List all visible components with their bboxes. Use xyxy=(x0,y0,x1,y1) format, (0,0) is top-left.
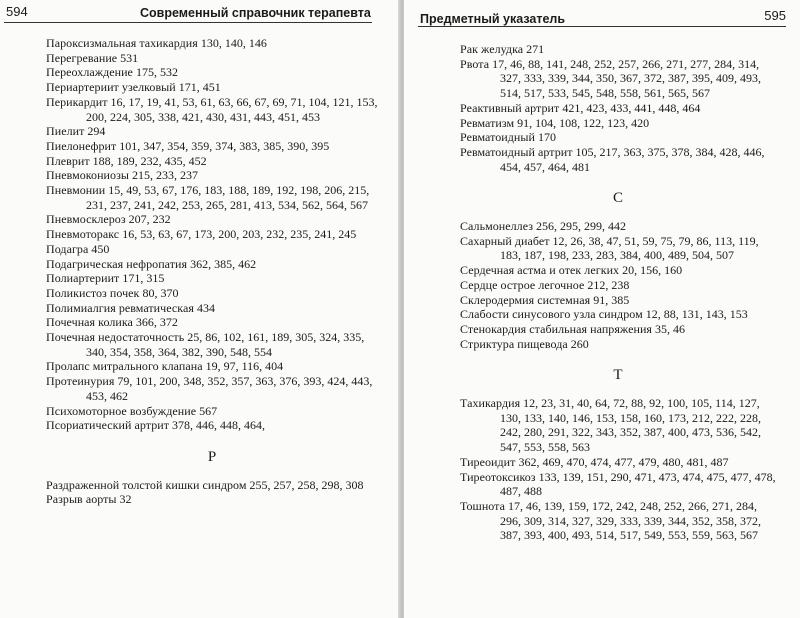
index-pages: 271 xyxy=(526,42,545,56)
index-entry xyxy=(460,263,776,278)
index-term: Ревматизм xyxy=(460,115,515,130)
index-pages: 35, 46 xyxy=(655,321,686,336)
index-entry xyxy=(46,65,378,80)
index-entry xyxy=(460,101,776,116)
page-number: 595 xyxy=(764,8,786,23)
index-entry xyxy=(460,396,776,455)
index-term: Стриктура пищевода xyxy=(460,336,568,351)
index-term: Реактивный артрит xyxy=(460,100,560,115)
index-entry xyxy=(46,315,378,330)
index-term: Пневмоторакс xyxy=(46,227,120,242)
index-term: Раздраженной толстой кишки синдром xyxy=(46,477,247,492)
index-term: Пиелит xyxy=(46,124,85,139)
index-pages: 260 xyxy=(570,336,589,351)
index-entry xyxy=(46,51,378,66)
index-pages: 79, 101, 200, 348, 352, 357, 363, 376, 393, 424, 443, 453, 462 xyxy=(86,374,373,403)
index-entry xyxy=(46,330,378,359)
index-pages: 171, 315 xyxy=(122,271,165,286)
index-entry xyxy=(460,145,776,174)
index-pages: 255, 257, 258, 298, 308 xyxy=(249,477,364,492)
index-entry xyxy=(46,242,378,257)
index-term: Пароксизмальная тахикардия xyxy=(46,36,198,50)
index-entry xyxy=(46,301,378,316)
index-entries xyxy=(460,42,776,543)
index-entry xyxy=(46,36,378,51)
index-term: Плеврит xyxy=(46,153,90,168)
index-entry xyxy=(46,124,378,139)
index-entry xyxy=(460,322,776,337)
index-term: Поликистоз почек xyxy=(46,285,140,300)
index-entry xyxy=(46,374,378,403)
index-pages: 130, 140, 146 xyxy=(200,36,267,50)
index-term: Подагра xyxy=(46,241,89,256)
index-entry xyxy=(46,418,378,433)
index-term: Сердце острое легочное xyxy=(460,277,585,292)
index-pages: 101, 347, 354, 359, 374, 383, 385, 390, 395 xyxy=(119,138,330,153)
index-pages: 12, 23, 31, 40, 64, 72, 88, 92, 100, 105, 114, 127, 130, 133, 140, 146, 153, 158, 160, 173, 212, 222, 228, 242, 280, 291, 322, 343, 352, 387, 400, 473, 536, 542, 547, 553, 558, 563 xyxy=(500,396,761,455)
index-term: Тиреотоксикоз xyxy=(460,469,536,484)
section-letter-r: Р xyxy=(207,448,217,465)
index-pages: 294 xyxy=(87,124,106,139)
index-pages: 450 xyxy=(91,241,110,256)
index-term: Тошнота xyxy=(460,498,505,513)
index-pages: 378, 446, 448, 464, xyxy=(172,418,266,433)
index-pages: 567 xyxy=(199,403,218,418)
entry-group xyxy=(460,396,776,543)
index-term: Ревматоидный xyxy=(460,130,535,145)
index-entry xyxy=(46,154,378,169)
index-term: Периартериит узелковый xyxy=(46,80,176,95)
entry-group xyxy=(460,219,776,351)
index-term: Психомоторное возбуждение xyxy=(46,403,197,418)
index-term: Полиартериит xyxy=(46,271,120,286)
right-page xyxy=(404,0,800,618)
index-term: Протеинурия xyxy=(46,374,115,389)
index-term: Рвота xyxy=(460,56,490,71)
index-term: Сахарный диабет xyxy=(460,233,550,248)
index-entry xyxy=(46,286,378,301)
index-term: Перегревание xyxy=(46,50,118,65)
index-entry xyxy=(46,271,378,286)
index-entry xyxy=(46,257,378,272)
index-term: Ревматоидный артрит xyxy=(460,144,573,159)
index-term: Стенокардия стабильная напряжения xyxy=(460,321,653,336)
index-entry xyxy=(460,130,776,145)
index-entry xyxy=(46,139,378,154)
index-entry xyxy=(460,57,776,101)
index-entry xyxy=(46,359,378,374)
index-entry xyxy=(460,470,776,499)
index-term: Разрыв аорты xyxy=(46,492,117,507)
right-page-header xyxy=(404,4,800,26)
running-title: Современный справочник терапевта xyxy=(140,6,371,20)
index-entry xyxy=(46,168,378,183)
index-pages: 17, 46, 88, 141, 248, 252, 257, 266, 271, 277, 284, 314, 327, 333, 339, 344, 350, 367, 372, 387, 395, 409, 493, 514, 517, 533, 545, 548, 558, 561, 565, 567 xyxy=(492,56,761,101)
index-term: Перикардит xyxy=(46,94,108,109)
index-term: Почечная колика xyxy=(46,315,133,330)
header-rule xyxy=(418,26,786,27)
index-pages: 170 xyxy=(537,130,556,145)
index-term: Пневмонии xyxy=(46,183,106,198)
index-entry xyxy=(460,307,776,322)
index-pages: 133, 139, 151, 290, 471, 473, 474, 475, 477, 478, 487, 488 xyxy=(500,469,776,499)
index-entry xyxy=(460,116,776,131)
index-entry xyxy=(460,337,776,352)
index-term: Пиелонефрит xyxy=(46,138,117,153)
index-term: Тиреоидит xyxy=(460,454,516,469)
index-entry xyxy=(46,80,378,95)
index-pages: 531 xyxy=(120,50,139,65)
index-pages: 215, 233, 237 xyxy=(132,168,198,183)
index-pages: 25, 86, 102, 161, 189, 305, 324, 335, 340, 354, 358, 364, 382, 390, 548, 554 xyxy=(86,330,365,359)
index-entry xyxy=(46,183,378,212)
index-entries xyxy=(46,36,378,507)
index-term: Пролапс митрального клапана xyxy=(46,359,203,374)
index-term: Пневмокониозы xyxy=(46,168,129,183)
index-pages: 362, 469, 470, 474, 477, 479, 480, 481, 487 xyxy=(518,454,729,469)
index-pages: 256, 295, 299, 442 xyxy=(536,219,627,234)
index-pages: 175, 532 xyxy=(135,65,178,80)
entry-group xyxy=(46,478,378,507)
index-entry xyxy=(460,278,776,293)
index-term: Рак желудка xyxy=(460,42,524,56)
index-term: Подагрическая нефропатия xyxy=(46,256,188,271)
entry-group xyxy=(460,42,776,174)
index-term: Слабости синусового узла синдром xyxy=(460,307,643,322)
index-pages: 362, 385, 462 xyxy=(190,256,257,271)
index-term: Полимиалгия ревматическая xyxy=(46,300,194,315)
index-pages: 16, 17, 19, 41, 53, 61, 63, 66, 67, 69, 71, 104, 121, 153, 200, 224, 305, 338, 421, 430, 431, 443, 451, 453 xyxy=(86,94,378,124)
index-entry xyxy=(460,499,776,543)
index-entry xyxy=(46,227,378,242)
header-rule xyxy=(4,22,372,23)
index-pages: 212, 238 xyxy=(587,277,630,292)
index-entry xyxy=(460,234,776,263)
index-pages: 171, 451 xyxy=(178,80,221,95)
left-page-header xyxy=(0,4,400,22)
page-number: 594 xyxy=(6,4,28,19)
index-pages: 19, 97, 116, 404 xyxy=(205,359,284,374)
index-entry xyxy=(460,455,776,470)
index-pages: 12, 26, 38, 47, 51, 59, 75, 79, 86, 113, 119, 183, 187, 198, 233, 283, 384, 400, 489, 504, 507 xyxy=(500,233,759,263)
section-letter-s: С xyxy=(612,190,623,207)
index-pages: 32 xyxy=(119,492,132,507)
index-entry xyxy=(46,95,378,124)
index-term: Сальмонеллез xyxy=(460,219,534,234)
index-pages: 12, 88, 131, 143, 153 xyxy=(645,307,748,322)
entry-group xyxy=(46,36,378,433)
index-entry xyxy=(46,212,378,227)
index-pages: 434 xyxy=(196,300,215,315)
index-pages: 105, 217, 363, 375, 378, 384, 428, 446, 454, 457, 464, 481 xyxy=(500,144,765,174)
index-pages: 91, 385 xyxy=(593,292,630,307)
index-entry xyxy=(460,219,776,234)
index-term: Склеродермия системная xyxy=(460,292,591,307)
index-pages: 80, 370 xyxy=(142,285,179,300)
index-entry xyxy=(46,492,378,507)
index-pages: 17, 46, 139, 159, 172, 242, 248, 252, 266, 271, 284, 296, 309, 314, 327, 329, 333, 339, 344, 352, 358, 372, 387, 393, 400, 493, 514, 517, 549, 553, 559, 563, 567 xyxy=(500,498,761,543)
index-pages: 366, 372 xyxy=(135,315,178,330)
index-entry xyxy=(460,293,776,308)
index-pages: 188, 189, 232, 435, 452 xyxy=(92,153,207,168)
index-pages: 421, 423, 433, 441, 448, 464 xyxy=(562,100,701,115)
index-entry xyxy=(460,42,776,57)
index-term: Тахикардия xyxy=(460,396,521,411)
index-pages: 15, 49, 53, 67, 176, 183, 188, 189, 192, 198, 206, 215, 231, 237, 241, 242, 253, 265, 281, 413, 534, 562, 564, 567 xyxy=(86,183,370,212)
index-term: Почечная недостаточность xyxy=(46,330,185,345)
index-pages: 16, 53, 63, 67, 173, 200, 203, 232, 235, 241, 245 xyxy=(122,227,357,242)
index-term: Пневмосклероз xyxy=(46,212,126,227)
section-letter-t: Т xyxy=(613,367,623,384)
running-title: Предметный указатель xyxy=(420,12,566,26)
index-pages: 91, 104, 108, 122, 123, 420 xyxy=(517,115,650,130)
index-term: Сердечная астма и отек легких xyxy=(460,263,620,278)
index-pages: 207, 232 xyxy=(128,212,171,227)
index-entry xyxy=(46,404,378,419)
index-pages: 20, 156, 160 xyxy=(622,263,683,278)
index-term: Псориатический артрит xyxy=(46,418,170,433)
index-entry xyxy=(46,478,378,493)
index-term: Переохлаждение xyxy=(46,65,133,80)
